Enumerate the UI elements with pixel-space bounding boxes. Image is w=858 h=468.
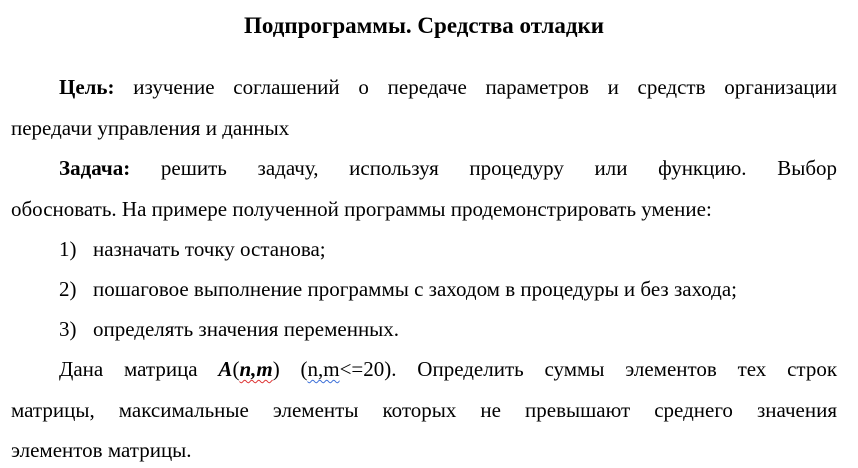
matrix-paren-close: ) [272, 357, 280, 381]
problem-paragraph-line-1 [59, 356, 837, 382]
list-text: назначать точку останова; [93, 237, 326, 261]
goal-paragraph-line-2: передачи управления и данных [11, 116, 290, 140]
document-title: Подпрограммы. Средства отладки [243, 13, 604, 38]
matrix-paren-open: ( [232, 357, 240, 381]
task-paragraph-line-2: обосновать. На примере полученной программы продемонстрировать умение: [11, 197, 712, 221]
list-number: 3) [59, 317, 77, 341]
matrix-notation [218, 357, 279, 381]
list-number: 1) [59, 237, 77, 261]
list-item [59, 316, 399, 342]
constraint-rest: <=20). [339, 357, 397, 381]
goal-text: изучение соглашений о передаче параметров и средств организации [133, 75, 837, 99]
problem-paragraph-line-2: матрицы, максимальные элементы которых не превышают среднего значения [11, 398, 837, 422]
problem-text: Определить суммы элементов тех строк [417, 357, 838, 381]
matrix-name: A [218, 357, 233, 381]
list-number: 2) [59, 277, 77, 301]
constraint [300, 357, 396, 381]
constraint-paren: ( [300, 357, 308, 381]
problem-paragraph-line-3: элементов матрицы. [11, 438, 192, 462]
constraint-vars: n,m [307, 357, 340, 381]
goal-label: Цель: [59, 75, 115, 99]
problem-prefix: Дана матрица [59, 357, 198, 381]
matrix-params: n,m [239, 357, 273, 381]
list-text: определять значения переменных. [93, 317, 400, 341]
list-item [59, 236, 326, 262]
list-text: пошаговое выполнение программы с заходом в процедуры и без захода; [93, 277, 738, 301]
task-paragraph-line-1 [59, 155, 837, 181]
task-label: Задача: [59, 156, 131, 180]
goal-paragraph-line-1 [59, 74, 837, 100]
task-text: решить задачу, используя процедуру или функцию. Выбор [160, 156, 838, 180]
list-item [59, 276, 737, 302]
